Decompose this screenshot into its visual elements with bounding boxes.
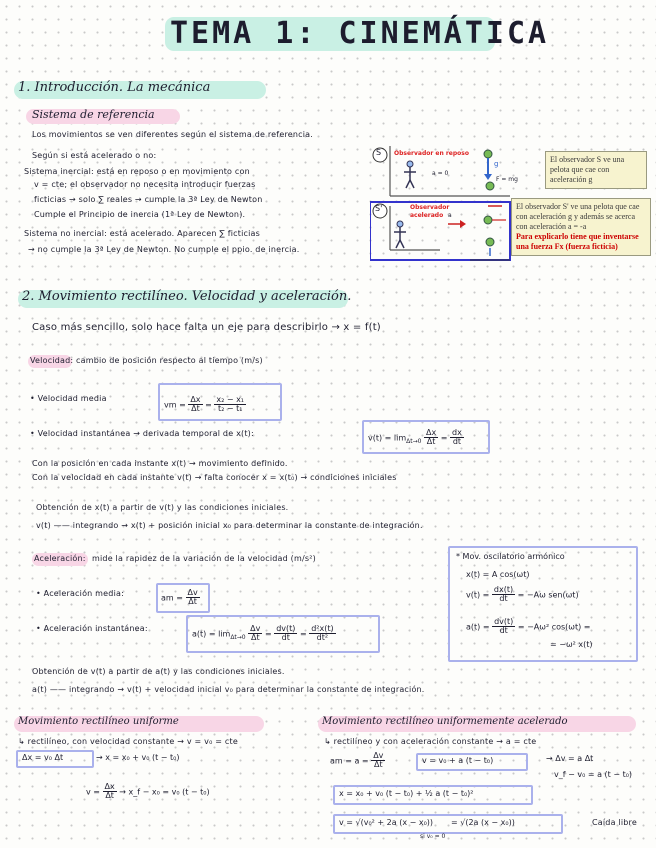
note-observer-s (545, 151, 647, 189)
intro-line: Caso más sencillo, solo hace falta un eje para describirlo → x = f(t) (32, 322, 381, 333)
mean-acceleration-formula (156, 583, 210, 613)
vi-eq: = (440, 433, 448, 443)
mru-eq1-box (16, 750, 94, 768)
mg-label: F = mg (496, 176, 518, 183)
ai-lhs: a(t) = lim (192, 629, 231, 639)
instant-acceleration-formula (186, 615, 380, 653)
mru-heading: Movimiento rectilíneo uniforme (18, 716, 179, 727)
ai-den1: Δt (250, 633, 260, 643)
observer-rest-label: Observador en reposo (394, 150, 469, 157)
harmonic-v-lhs: v(t) = (466, 590, 490, 600)
page-title: TEMA 1: CINEMÁTICA (170, 16, 550, 51)
s1-line-5: Cumple el Principio de inercia (1ª Ley de Newton). (34, 210, 246, 219)
s1-line-7: → no cumple la 3ª Ley de Newton. No cumple el ppio. de inercia. (28, 245, 300, 254)
mru-eq1: Δx = v₀ Δt (22, 753, 64, 762)
mrua-am-num: Δv (373, 751, 384, 760)
g-label: g (494, 160, 499, 168)
harmonic-v-den: dt (499, 594, 508, 604)
mean-velocity-formula (158, 383, 282, 421)
harmonic-motion-box (448, 546, 638, 662)
s1-line-3: v = cte; el observador no necesita introducir fuerzas (34, 180, 256, 189)
s-prime-label: S' (375, 204, 383, 213)
mrua-x-box (333, 785, 533, 805)
acceleration-definition: mide la rapidez de la variación de la velocidad (m/s²) (92, 554, 316, 563)
obtain-x-integrate: v(t) —— integrando → x(t) + posición inicial x₀ para determinar la constante de integración. (36, 521, 423, 530)
mrua-am-den: Δt (373, 760, 383, 770)
velocity-definition: cambio de posición respecto al tiempo (m/s) (76, 356, 263, 365)
ai-lim: Δt→0 (230, 633, 246, 641)
obtain-v-integrate: a(t) —— integrando → v(t) + velocidad inicial v₀ para determinar la constante de integración. (32, 685, 425, 694)
position-line: Con la posición en cada instante x(t) → movimiento definido. (32, 459, 288, 468)
mean-velocity-label: • Velocidad media (30, 394, 107, 403)
mru-eq2-rhs: → x_f − x₀ = v₀ (t − t₀) (119, 787, 210, 797)
s1-line-4: ficticias → solo ∑ reales → cumple la 3ª Ley de Newton (34, 195, 263, 204)
mru-eq2-num: Δx (104, 782, 115, 791)
harmonic-a-lhs: a(t) = (466, 622, 490, 632)
harmonic-a-rhs: = −Aω² cos(ωt) = (517, 622, 591, 632)
mrua-v2-condition: si v₀ = 0 (420, 833, 446, 840)
a-label: a (448, 212, 452, 219)
vm-lhs: vm = (164, 400, 186, 410)
s1-line-2: Sistema inercial: está en reposo o en movimiento con (24, 167, 250, 176)
vi-den2: dt (452, 437, 462, 447)
instant-velocity-formula (362, 420, 490, 454)
mrua-line1: ↳ rectilíneo y con aceleración constante → a = cte (324, 737, 537, 746)
instant-velocity-label: • Velocidad instantánea → derivada temporal de x(t): (30, 429, 254, 438)
ai-eq1: = (264, 629, 272, 639)
harmonic-v-num: dx(t) (493, 585, 514, 594)
harmonic-title: * Mov. oscilatorio armónico (456, 552, 565, 561)
ai-eq2: = (299, 629, 307, 639)
vm-den2: t₂ − t₁ (217, 404, 243, 414)
vi-lim: Δt→0 (406, 437, 422, 445)
mean-acceleration-label: • Aceleración media: (36, 589, 124, 598)
vm-num2: x₂ − x₁ (216, 395, 245, 404)
vi-lhs: v(t) = lim (368, 433, 407, 443)
ai-den2: dt (281, 633, 290, 643)
harmonic-x: x(t) = A cos(ωt) (466, 570, 530, 579)
mru-eq2-lhs: v = (86, 787, 100, 797)
velocity-line: Con la velocidad en cada instante v(t) → falta conocer x = x(t₀) → condiciones iniciales (32, 473, 397, 482)
note-observer-s-text: El observador S ve una pelota que cae con aceleración g (550, 155, 625, 184)
section1-heading: 1. Introducción. La mecánica (18, 80, 211, 95)
ai-num1: Δv (250, 624, 261, 633)
s-label: S (376, 148, 382, 157)
harmonic-a-den: dt (499, 626, 508, 636)
s1-line-1: Según si está acelerado o no: (32, 151, 157, 160)
subheading-reference-system: Sistema de referencia (32, 108, 155, 121)
note-fictitious-force: Para explicarlo tiene que inventarse una fuerza Fx (fuerza ficticia) (516, 232, 639, 251)
section2-heading: 2. Movimiento rectilíneo. Velocidad y aceleración. (22, 289, 352, 304)
vm-num1: Δx (190, 395, 201, 404)
obtain-x-line: Obtención de x(t) a partir de v(t) y las condiciones iniciales. (36, 503, 289, 512)
harmonic-a-rhs2: = −ω² x(t) (550, 640, 593, 649)
mrua-heading: Movimiento rectilíneo uniformemente acelerado (322, 716, 568, 727)
s1-line-6: Sistema no inercial: está acelerado. Aparecen ∑ ficticias (24, 229, 260, 238)
observer-accelerated-label: Observador acelerado (410, 204, 450, 219)
mrua-side2: v_f − v₀ = a (t − t₀) (554, 770, 633, 779)
a-zero-label: a = 0 (432, 170, 449, 177)
vi-den1: Δt (426, 437, 436, 447)
mrua-v2-box (333, 814, 563, 834)
vi-num1: Δx (426, 428, 437, 437)
mrua-v2-eq: v = √(v₀² + 2a (x − x₀)) (339, 818, 434, 827)
vi-num2: dx (452, 428, 462, 437)
note-observer-s-prime (511, 198, 651, 256)
mrua-side1: → Δv = a Δt (546, 754, 594, 763)
mrua-v-eq: v = v₀ + a (t − t₀) (422, 756, 494, 765)
mru-eq2-den: Δt (105, 791, 114, 801)
vm-eq: = (205, 400, 212, 410)
mrua-x-eq: x = x₀ + v₀ (t − t₀) + ½ a (t − t₀)² (339, 789, 474, 798)
instant-acceleration-label: • Aceleración instantánea: (36, 624, 148, 633)
vm-den1: Δt (191, 404, 200, 414)
free-fall-label: Caída libre (592, 818, 637, 827)
harmonic-a-num: dv(t) (494, 617, 514, 626)
am-den: Δt (188, 597, 197, 607)
am-lhs: am = (161, 593, 183, 603)
velocity-label: Velocidad: (30, 356, 74, 365)
ai-den3: dt² (316, 633, 329, 643)
acceleration-label: Aceleración: (34, 554, 86, 563)
ai-num2: dv(t) (276, 624, 296, 633)
mru-eq1b: → x = x₀ + v₀ (t − t₀) (96, 753, 180, 762)
mrua-am-lhs: am = a = (330, 756, 369, 766)
ai-num3: d²x(t) (311, 624, 334, 633)
mrua-v-box (416, 753, 528, 771)
obtain-v-line: Obtención de v(t) a partir de a(t) y las condiciones iniciales. (32, 667, 285, 676)
mru-line1: ↳ rectilíneo, con velocidad constante → v = v₀ = cte (18, 737, 238, 746)
s1-line-0: Los movimientos se ven diferentes según el sistema de referencia. (32, 130, 314, 139)
note-observer-s-prime-text: El observador S' ve una pelota que cae con aceleración g y además se acerca con aceleración a = -a (516, 202, 640, 231)
mrua-v2-eqb: = √(2a (x − x₀)) (451, 818, 515, 827)
am-num: Δv (187, 588, 198, 597)
harmonic-v-rhs: = −Aω sen(ωt) (517, 590, 579, 600)
